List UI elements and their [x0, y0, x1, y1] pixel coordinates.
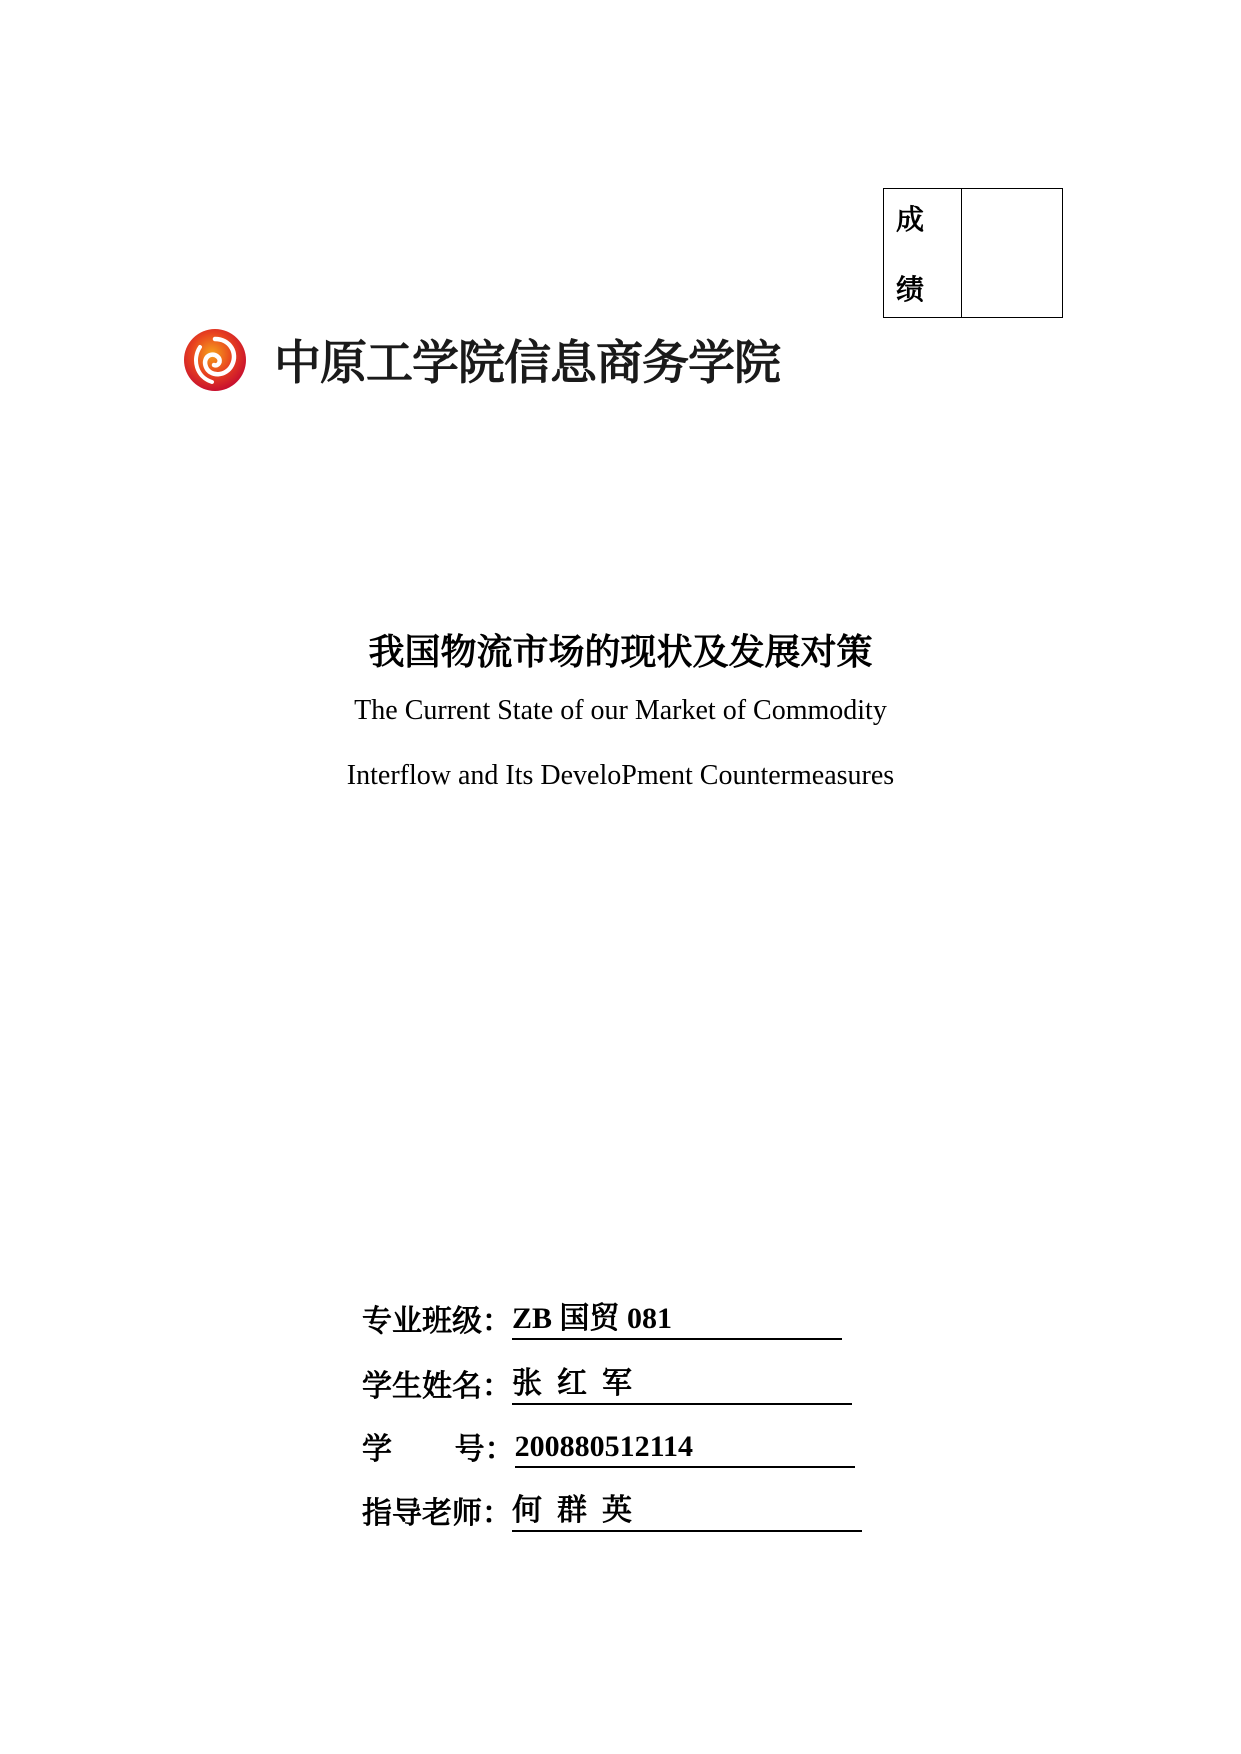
thesis-title-english-line2: Interflow and Its DeveloPment Countermeasures: [346, 760, 895, 791]
student-id-value: 200880512114: [515, 1428, 855, 1468]
grade-label: [884, 189, 962, 317]
student-id-row: [362, 1418, 855, 1468]
college-logo: [182, 326, 780, 393]
name-value: 张 红 军: [512, 1365, 852, 1405]
major-row: [362, 1290, 842, 1340]
swirl-logo-icon: [182, 327, 248, 393]
advisor-label: 指导老师：: [362, 1496, 512, 1531]
thesis-title-english-line1: The Current State of our Market of Commodity: [354, 695, 887, 726]
advisor-value: 何 群 英: [512, 1492, 862, 1532]
college-name: 中原工学院信息商务学院: [274, 336, 780, 391]
student-id-label: 学 号：: [362, 1432, 515, 1467]
major-label: 专业班级：: [362, 1304, 512, 1339]
name-label: 学生姓名：: [362, 1369, 512, 1404]
thesis-title-chinese: 我国物流市场的现状及发展对策: [368, 631, 873, 673]
grade-label-line1: 成: [896, 203, 925, 236]
grade-value: [962, 189, 1062, 317]
grade-box: [883, 188, 1063, 318]
grade-label-line2: 绩: [896, 273, 925, 306]
major-value: ZB 国贸 081: [512, 1300, 842, 1340]
advisor-row: [362, 1482, 862, 1532]
name-row: [362, 1355, 852, 1405]
